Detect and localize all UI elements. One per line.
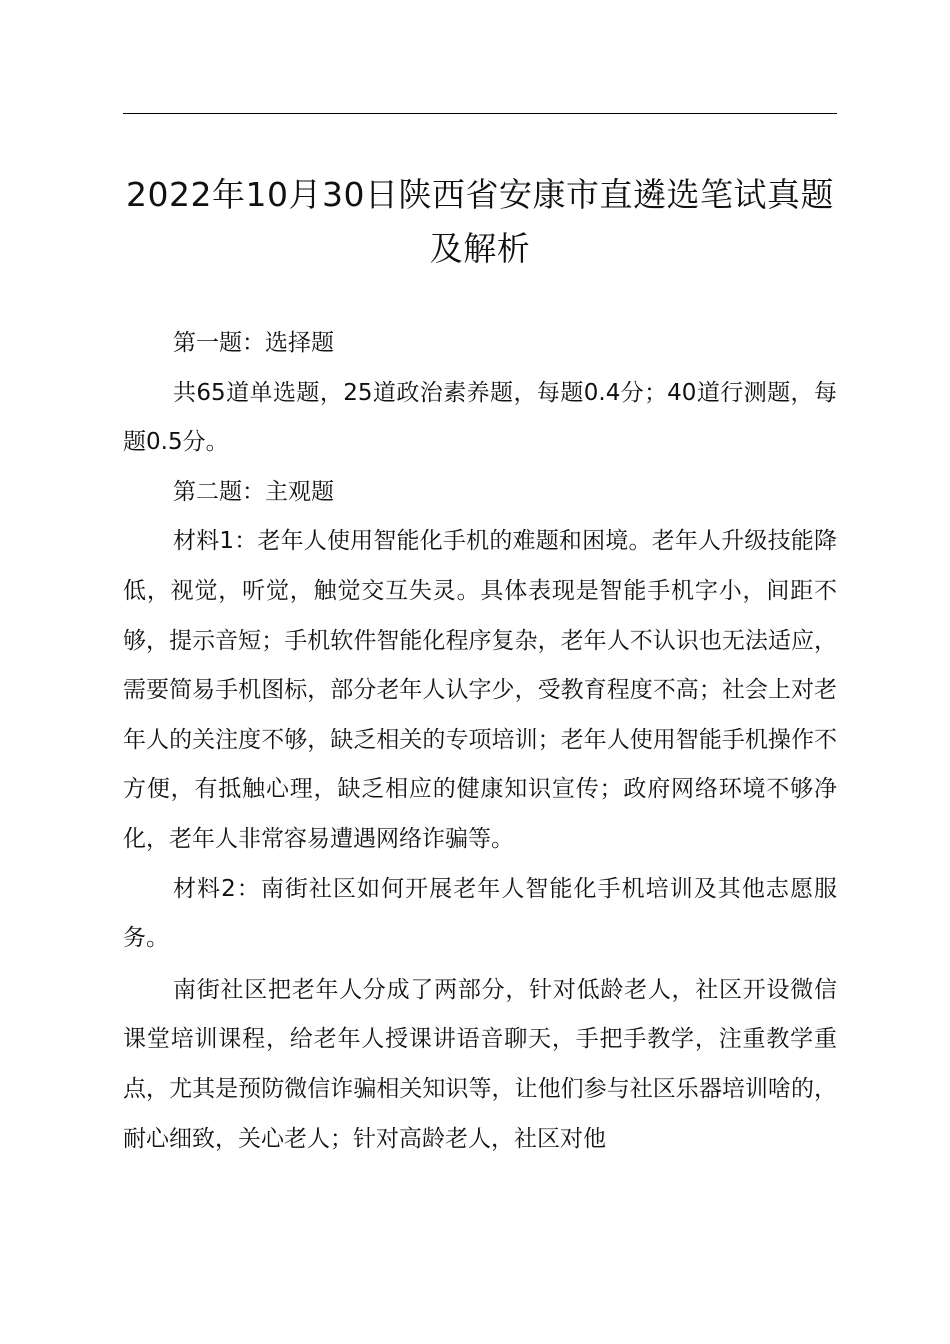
document-body — [123, 319, 837, 1164]
paragraph-material-2: 材料2：南街社区如何开展老年人智能化手机培训及其他志愿服务。 — [123, 875, 837, 952]
paragraph-choice-details: 共65道单选题，25道政治素养题，每题0.4分；40道行测题，每题0.5分。 — [123, 379, 837, 456]
document-title: 2022年10月30日陕西省安康市直遴选笔试真题及解析 — [126, 175, 834, 268]
paragraph-nanjie-community: 南街社区把老年人分成了两部分，针对低龄老人，社区开设微信课堂培训课程，给老年人授课讲语音聊天，手把手教学，注重教学重点，尤其是预防微信诈骗相关知识等，让他们参与社区乐器培训啥的，耐心细致，关心老人；针对高龄老人，社区对他 — [123, 976, 837, 1152]
section-heading-subjective: 第二题：主观题 — [173, 478, 334, 505]
paragraph-material-1: 材料1：老年人使用智能化手机的难题和困境。老年人升级技能降低，视觉，听觉，触觉交互失灵。具体表现是智能手机字小，间距不够，提示音短；手机软件智能化程序复杂，老年人不认识也无法适应，需要简易手机图标，部分老年人认字少，受教育程度不高；社会上对老年人的关注度不够，缺乏相关的专项培训；老年人使用智能手机操作不方便，有抵触心理，缺乏相应的健康知识宣传；政府网络环境不够净化，老年人非常容易遭遇网络诈骗等。 — [123, 528, 837, 852]
section-heading-choice: 第一题：选择题 — [173, 330, 334, 356]
header-rule — [123, 113, 837, 114]
